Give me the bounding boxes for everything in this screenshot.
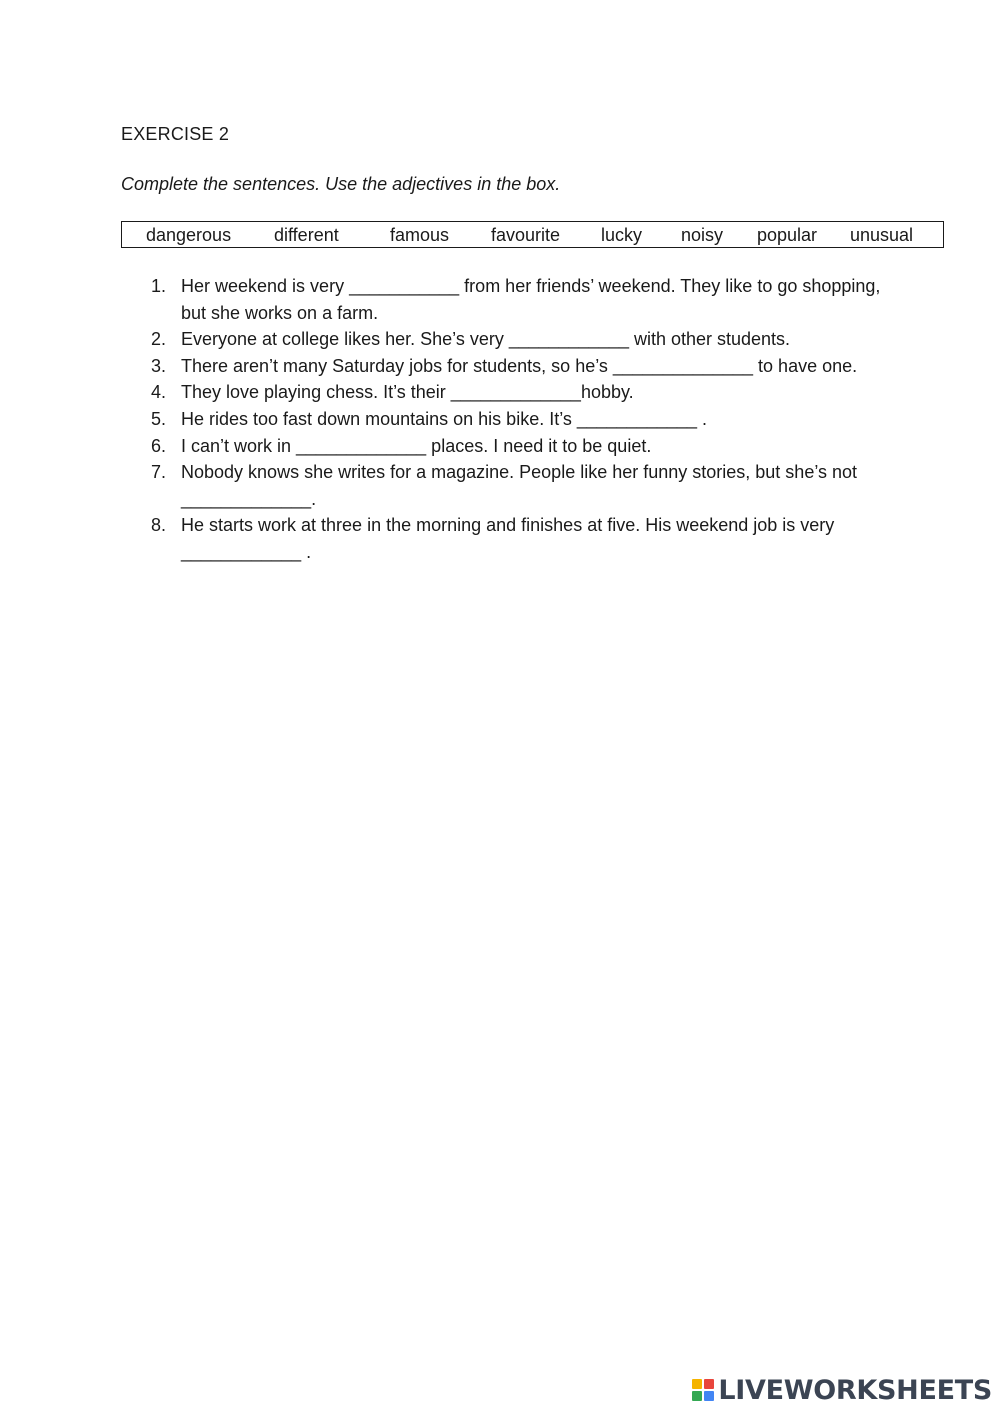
sentence-list <box>145 273 890 566</box>
word-box-item: different <box>274 225 339 245</box>
sentence-number: 4. <box>151 382 167 403</box>
sentence-text: They love playing chess. It’s their _____________hobby. <box>181 382 634 403</box>
sentence-item <box>145 326 890 353</box>
sentence-number: 1. <box>151 276 167 296</box>
sentence-text: Nobody knows she writes for a magazine. People like her funny stories, but she’s not _____________. <box>181 462 858 509</box>
sentence-number: 2. <box>151 329 167 350</box>
word-box-item: unusual <box>850 225 914 245</box>
sentence-item <box>145 459 890 512</box>
sentence-item <box>145 353 890 380</box>
sentence-number: 5. <box>151 408 167 429</box>
sentence-number: 7. <box>151 462 167 483</box>
sentence-text: He starts work at three in the morning and finishes at five. His weekend job is very ____________ . <box>181 515 835 562</box>
sentence-item <box>145 433 890 460</box>
logo-square <box>704 1391 714 1401</box>
sentence-number: 6. <box>151 435 167 456</box>
sentence-text: He rides too fast down mountains on his bike. It’s ____________ . <box>181 408 708 429</box>
logo-square <box>692 1379 702 1389</box>
sentence-number: 8. <box>151 515 167 536</box>
sentence-text: Her weekend is very ___________ from her friends’ weekend. They like to go shopping, but she works on a farm. <box>181 276 881 323</box>
sentence-item <box>145 273 890 326</box>
word-box-item: favourite <box>491 225 561 245</box>
word-box-item: famous <box>390 225 450 245</box>
sentence-item <box>145 406 890 433</box>
sentence-item <box>145 512 890 565</box>
sentence-text: There aren’t many Saturday jobs for students, so he’s ______________ to have one. <box>181 355 858 376</box>
liveworksheets-logo-icon <box>692 1379 714 1401</box>
logo-square <box>704 1379 714 1389</box>
word-box-item: popular <box>757 225 818 245</box>
liveworksheets-wordmark: LIVEWORKSHEETS <box>718 1374 992 1406</box>
exercise-instruction: Complete the sentences. Use the adjectives in the box. <box>121 174 561 194</box>
sentence-item <box>145 379 890 406</box>
word-box-item: dangerous <box>146 225 232 245</box>
sentence-text: Everyone at college likes her. She’s very ____________ with other students. <box>181 329 791 350</box>
sentence-text: I can’t work in _____________ places. I need it to be quiet. <box>181 435 652 456</box>
adjective-word-box <box>121 221 944 248</box>
logo-square <box>692 1391 702 1401</box>
liveworksheets-branding[interactable] <box>692 1373 992 1407</box>
word-box-item: noisy <box>681 225 724 245</box>
sentence-number: 3. <box>151 355 167 376</box>
exercise-title: EXERCISE 2 <box>121 124 230 144</box>
word-box-item: lucky <box>601 225 643 245</box>
